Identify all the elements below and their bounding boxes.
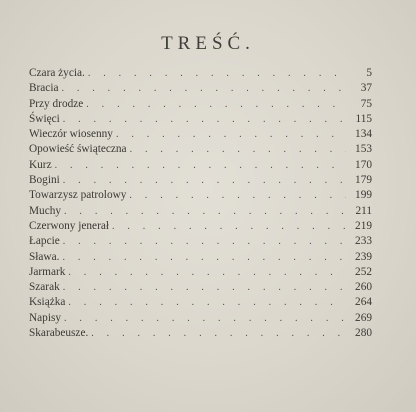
toc-entry (29, 311, 372, 326)
dot-leader (63, 234, 346, 249)
toc-entry (29, 158, 372, 173)
toc-entry-page: 170 (355, 158, 372, 171)
dot-leader (116, 127, 346, 142)
table-of-contents (29, 66, 372, 341)
toc-entry-title: Bogini (29, 174, 60, 187)
toc-entry (29, 295, 372, 310)
toc-entry-title: Kurz (29, 158, 52, 171)
toc-entry-title: Jarmark (29, 265, 66, 278)
toc-entry-title: Muchy (29, 204, 62, 217)
dot-leader (63, 280, 346, 295)
toc-entry-page: 115 (355, 112, 372, 125)
toc-entry (29, 97, 372, 112)
toc-entry-title: Szarak (29, 281, 60, 294)
dot-leader (63, 173, 346, 188)
toc-entry (29, 234, 372, 249)
dot-leader (62, 250, 346, 265)
dot-leader (68, 265, 346, 280)
toc-entry-title: Łapcie (29, 235, 60, 248)
toc-entry (29, 173, 372, 188)
toc-entry-page: 179 (355, 174, 372, 187)
toc-entry-title: Bracia (29, 82, 59, 95)
dot-leader (63, 112, 346, 127)
toc-entry-page: 37 (360, 82, 372, 95)
dot-leader (68, 295, 346, 310)
toc-entry (29, 250, 372, 265)
toc-entry-page: 199 (355, 189, 372, 202)
toc-entry (29, 81, 372, 96)
toc-entry-title: Wieczór wiosenny (29, 128, 113, 141)
dot-leader (130, 142, 346, 157)
dot-leader (64, 311, 346, 326)
toc-entry (29, 112, 372, 127)
toc-entry-title: Sława. (29, 250, 60, 263)
toc-entry (29, 127, 372, 142)
toc-entry-page: 233 (355, 235, 372, 248)
dot-leader (86, 97, 346, 112)
toc-entry (29, 188, 372, 203)
toc-entry-title: Czara życia. (29, 67, 85, 79)
toc-entry-page: 5 (366, 67, 372, 79)
toc-entry-page: 211 (355, 204, 372, 217)
toc-entry-page: 280 (355, 327, 372, 340)
toc-entry-page: 134 (355, 128, 372, 141)
toc-entry-page: 239 (355, 250, 372, 263)
toc-entry-title: Książka (29, 296, 66, 309)
toc-entry-page: 269 (355, 311, 372, 324)
toc-entry-page: 153 (355, 143, 372, 156)
toc-entry-page: 264 (355, 296, 372, 309)
toc-entry-page: 252 (355, 265, 372, 278)
dot-leader (88, 66, 346, 81)
toc-entry (29, 326, 372, 341)
dot-leader (91, 326, 346, 341)
toc-entry-page: 75 (360, 97, 372, 110)
dot-leader (55, 158, 346, 173)
dot-leader (64, 204, 346, 219)
toc-entry-title: Towarzysz patrolowy (29, 189, 127, 202)
toc-entry-title: Napisy (29, 311, 62, 324)
toc-entry (29, 219, 372, 234)
dot-leader (61, 81, 346, 96)
toc-entry-page: 219 (355, 219, 372, 232)
toc-entry (29, 204, 372, 219)
toc-entry-title: Skarabeusze. (29, 327, 89, 340)
toc-entry (29, 142, 372, 157)
dot-leader (112, 219, 346, 234)
toc-entry-title: Święci (29, 112, 60, 125)
toc-entry (29, 66, 372, 81)
page-title: TREŚĆ. (161, 33, 255, 54)
toc-entry (29, 265, 372, 280)
dot-leader (129, 188, 346, 203)
toc-entry-title: Przy drodze (29, 97, 84, 110)
toc-entry-title: Opowieść świąteczna (29, 143, 127, 156)
toc-entry-title: Czerwony jenerał (29, 219, 109, 232)
toc-entry-page: 260 (355, 281, 372, 294)
toc-entry (29, 280, 372, 295)
